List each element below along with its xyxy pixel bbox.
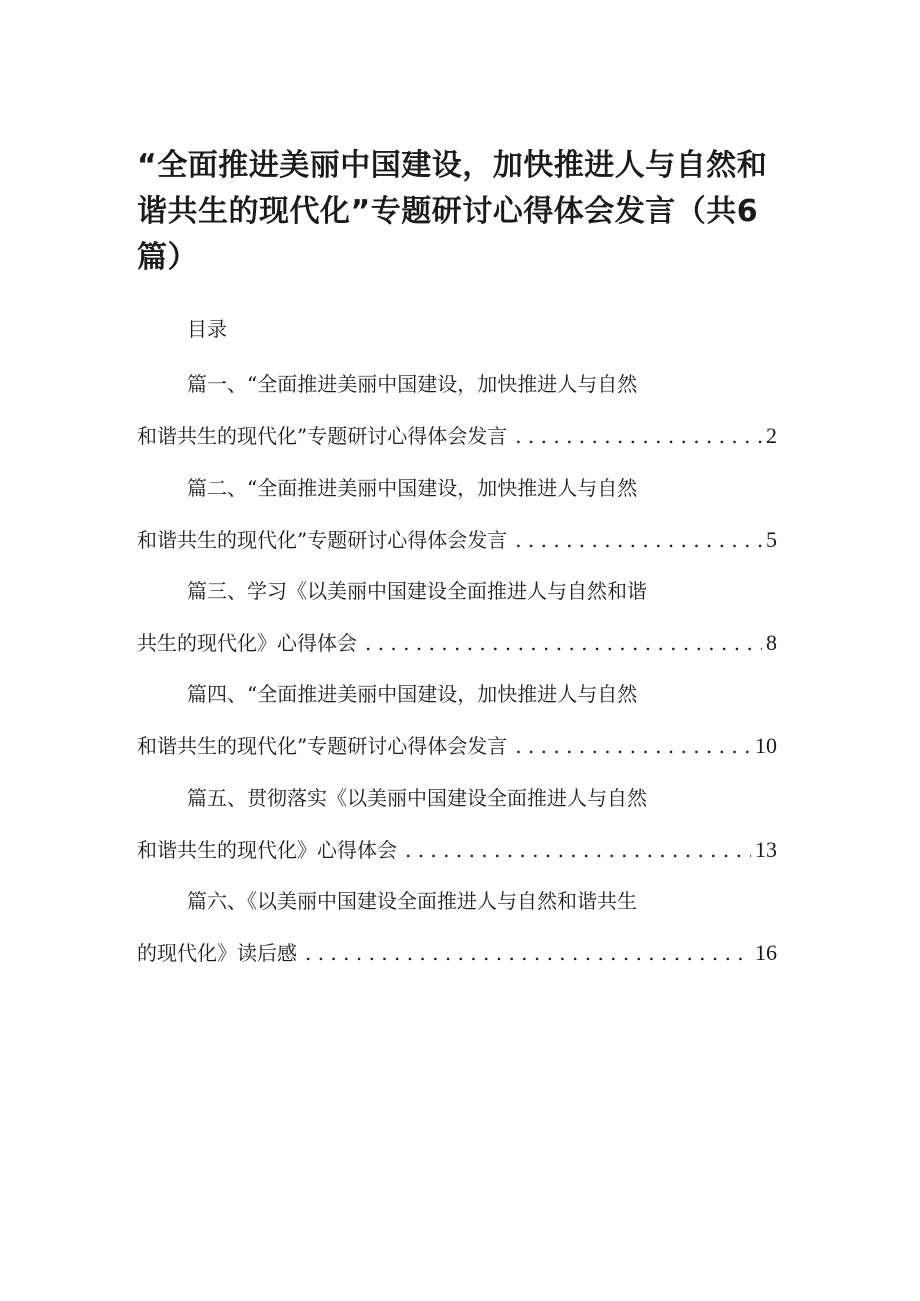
toc-entry-title-text: 和谐共生的现代化”专题研讨心得体会发言 <box>137 528 508 552</box>
toc-entry-title-line1: 篇二、“全面推进美丽中国建设，加快推进人与自然 <box>187 476 638 500</box>
toc-entry-title-line2 <box>137 518 777 562</box>
toc-entry-title-text: 和谐共生的现代化”专题研讨心得体会发言 <box>137 424 508 448</box>
toc-entry-title-line1: 篇四、“全面推进美丽中国建设，加快推进人与自然 <box>187 682 638 706</box>
toc-page-number: 5 <box>766 527 777 552</box>
toc-entry-6[interactable] <box>137 879 777 1086</box>
toc-entry-title-line2 <box>137 621 777 665</box>
toc-entry-title-line2 <box>137 828 777 872</box>
toc-entry-title-line1: 篇六、《以美丽中国建设全面推进人与自然和谐共生 <box>187 889 637 913</box>
toc-entry-title-line1: 篇三、学习《以美丽中国建设全面推进人与自然和谐 <box>187 579 647 603</box>
toc-page-number: 16 <box>755 940 777 965</box>
toc-entry-title-text: 和谐共生的现代化”专题研讨心得体会发言 <box>137 734 508 758</box>
dot-leader <box>305 931 751 975</box>
toc-page-number: 2 <box>766 423 777 448</box>
dot-leader <box>365 621 762 665</box>
toc-entry-title-line1: 篇一、“全面推进美丽中国建设，加快推进人与自然 <box>187 372 638 396</box>
toc-entry-title-line2 <box>137 931 777 975</box>
toc-entry-title-text: 共生的现代化》心得体会 <box>137 631 357 655</box>
toc-entry-title-line1: 篇五、贯彻落实《以美丽中国建设全面推进人与自然 <box>187 786 647 810</box>
toc-entry-title-text: 的现代化》读后感 <box>137 941 297 965</box>
dot-leader <box>515 414 762 458</box>
document-title: “全面推进美丽中国建设，加快推进人与自然和谐共生的现代化”专题研讨心得体会发言（共6篇） <box>137 148 768 275</box>
dot-leader <box>515 724 751 768</box>
table-of-contents <box>137 362 777 965</box>
toc-entry-title-text: 和谐共生的现代化》心得体会 <box>137 838 397 862</box>
toc-heading: 目录 <box>187 317 227 341</box>
toc-entry-title-line2 <box>137 724 777 768</box>
toc-page-number: 8 <box>766 630 777 655</box>
dot-leader <box>405 828 751 872</box>
dot-leader <box>515 518 762 562</box>
toc-entry-title-line2 <box>137 414 777 458</box>
toc-page-number: 10 <box>755 733 777 758</box>
toc-page-number: 13 <box>755 837 777 862</box>
